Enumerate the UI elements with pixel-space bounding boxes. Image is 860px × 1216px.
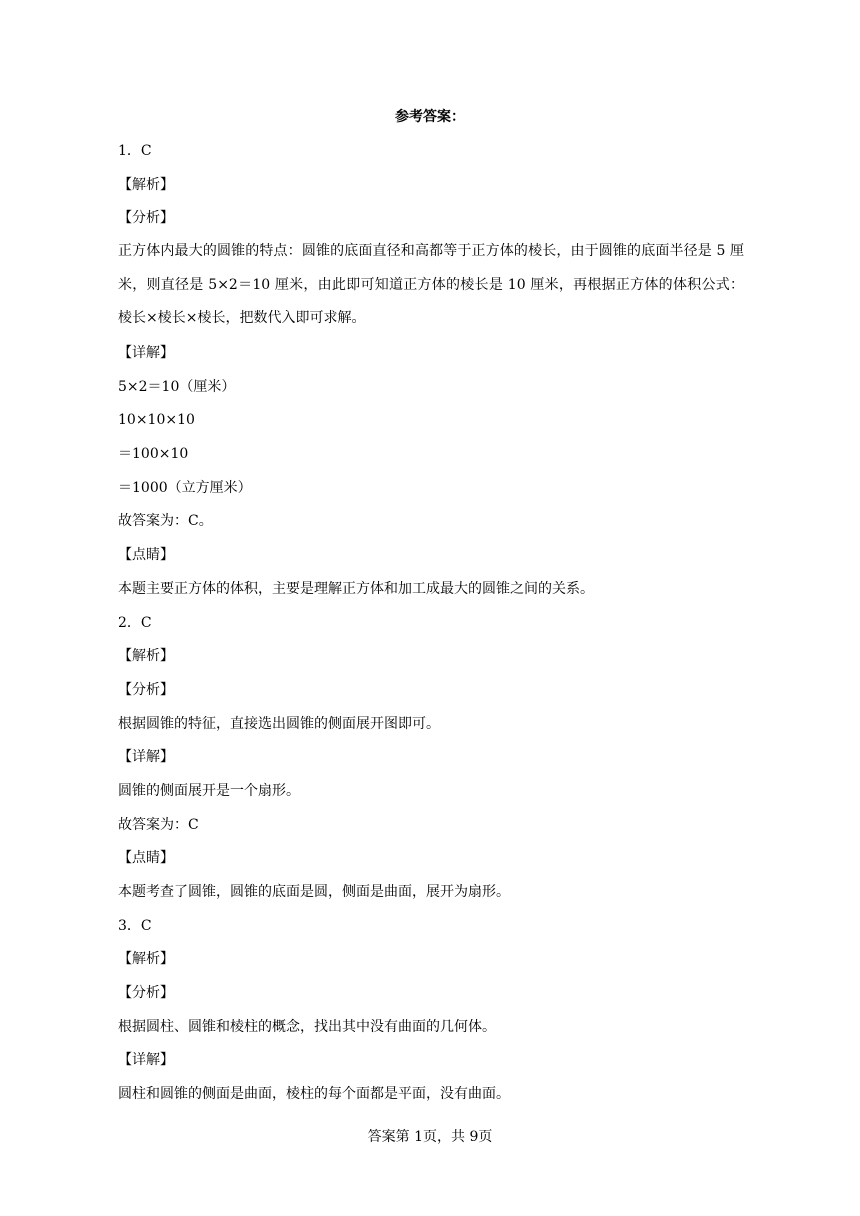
q2-detail: 圆锥的侧面展开是一个扇形。 xyxy=(118,782,300,799)
q1-fenxi-heading: 【分析】 xyxy=(118,210,174,227)
q2-jiexi-heading: 【解析】 xyxy=(118,648,174,665)
q1-step-1: 5×2＝10（厘米） xyxy=(118,378,236,395)
q2-xiangjie-heading: 【详解】 xyxy=(118,749,174,766)
q3-xiangjie-heading: 【详解】 xyxy=(118,1052,174,1069)
q1-comment: 本题主要正方体的体积，主要是理解正方体和加工成最大的圆锥之间的关系。 xyxy=(118,580,594,597)
q1-jiexi-heading: 【解析】 xyxy=(118,176,174,193)
q2-fenxi-heading: 【分析】 xyxy=(118,681,174,698)
page-footer: 答案第 1页，共 9页 xyxy=(367,1129,493,1145)
q3-fenxi-heading: 【分析】 xyxy=(118,985,174,1002)
q1-step-4: ＝1000（立方厘米） xyxy=(118,479,252,496)
q3-analysis-text: 根据圆柱、圆锥和棱柱的概念，找出其中没有曲面的几何体。 xyxy=(118,1018,496,1035)
q1-dianjing-heading: 【点睛】 xyxy=(118,547,174,564)
q1-analysis-text: 正方体内最大的圆锥的特点：圆锥的底面直径和高都等于正方体的棱长，由于圆锥的底面半径是 5 厘米，则直径是 5×2＝10 厘米，由此即可知道正方体的棱长是 10 厘米，再根据正方体的体积公式：棱长×棱长×棱长，把数代入即可求解。 xyxy=(118,243,744,327)
q1-step-2: 10×10×10 xyxy=(118,412,195,429)
answer-content xyxy=(118,134,744,1111)
q2-number: 2．C xyxy=(118,614,152,631)
q3-number: 3．C xyxy=(118,917,152,934)
q1-answer: 故答案为：C。 xyxy=(118,513,213,530)
q2-analysis-text: 根据圆锥的特征，直接选出圆锥的侧面展开图即可。 xyxy=(118,715,440,732)
q1-xiangjie-heading: 【详解】 xyxy=(118,345,174,362)
page-title: 参考答案： xyxy=(395,109,465,125)
q3-detail: 圆柱和圆锥的侧面是曲面，棱柱的每个面都是平面，没有曲面。 xyxy=(118,1086,510,1103)
q3-jiexi-heading: 【解析】 xyxy=(118,951,174,968)
q2-answer: 故答案为：C xyxy=(118,816,199,833)
q1-step-3: ＝100×10 xyxy=(118,446,189,463)
q2-dianjing-heading: 【点睛】 xyxy=(118,850,174,867)
q2-comment: 本题考查了圆锥，圆锥的底面是圆，侧面是曲面，展开为扇形。 xyxy=(118,884,510,901)
q1-number: 1．C xyxy=(118,142,152,159)
